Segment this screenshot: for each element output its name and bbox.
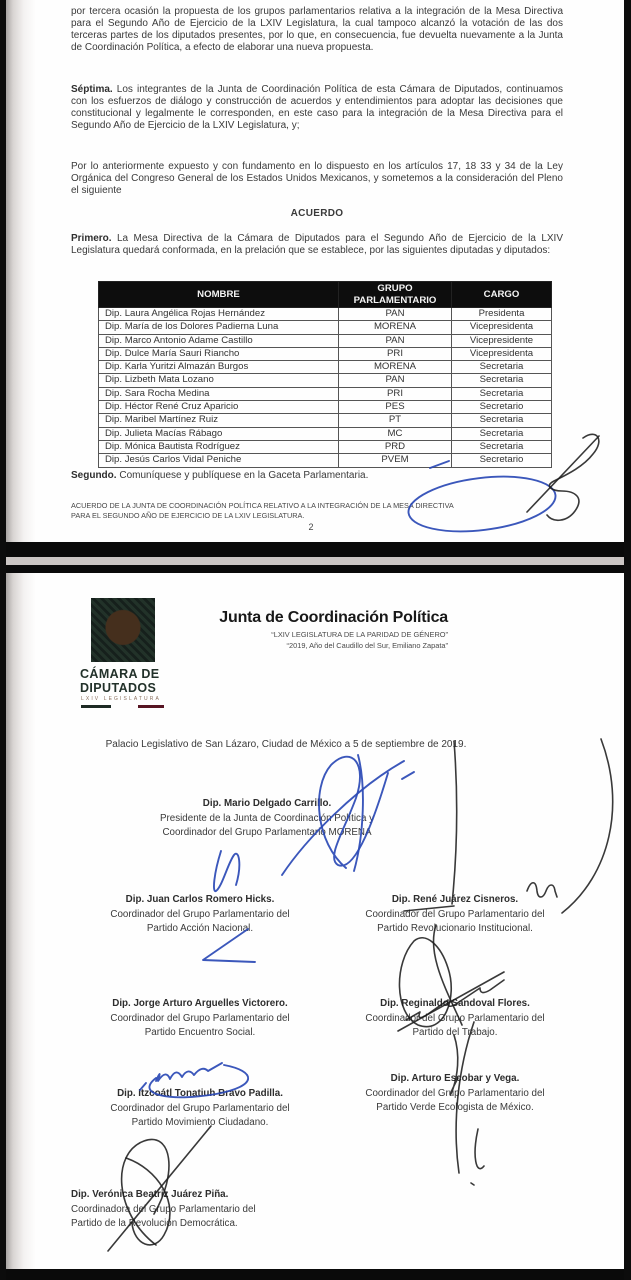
signatory-role: Partido Movimiento Ciudadano. xyxy=(131,1117,269,1129)
left-frame-edge xyxy=(0,0,6,1280)
cell-name: Dip. Lizbeth Mata Lozano xyxy=(99,374,339,387)
signatory-name: Dip. Jorge Arturo Arguelles Victorero. xyxy=(112,998,288,1009)
signatory-name: Dip. Mario Delgado Carrillo. xyxy=(202,798,332,809)
table-row xyxy=(99,427,552,440)
cell-group: PRD xyxy=(339,440,452,453)
cell-role: Presidenta xyxy=(452,308,552,321)
paragraph-septima: Séptima. Los integrantes de la Junta de Coordinación Política de esta Cámara de Diputados, continuamos con los esfuerzos de diálogo y construcción de acuerdos y entendimientos para adoptar las decisiones que constitucional y legalmente le corresponden, en este caso para la integración de la Mesa Directiva para el Segundo Año de Ejercicio de la LXIV Legislatura, y; xyxy=(71,84,563,131)
cell-group: MORENA xyxy=(339,361,452,374)
signatory-role: Partido de la Revolución Democrática. xyxy=(71,1218,238,1230)
letterhead-subtitle-1: “LXIV LEGISLATURA DE LA PARIDAD DE GÉNERO” xyxy=(271,630,448,639)
letterhead-title: Junta de Coordinación Política xyxy=(219,609,448,626)
footer-line-1: ACUERDO DE LA JUNTA DE COORDINACIÓN POLÍTICA RELATIVO A LA INTEGRACIÓN DE LA MESA DIRECTIVA xyxy=(71,501,454,510)
signatory-role: Partido Revolucionario Institucional. xyxy=(377,923,533,935)
table-row xyxy=(99,321,552,334)
cell-role: Secretaria xyxy=(452,427,552,440)
logo-text-legislatura: LXIV LEGISLATURA xyxy=(81,696,161,702)
right-frame-edge xyxy=(624,0,631,1280)
table-row xyxy=(99,308,552,321)
signatory-role: Coordinador del Grupo Parlamentario del xyxy=(110,1012,290,1024)
cell-role: Secretario xyxy=(452,401,552,414)
col-header-nombre: NOMBRE xyxy=(99,282,339,308)
cell-name: Dip. Marco Antonio Adame Castillo xyxy=(99,334,339,347)
cell-name: Dip. Karla Yuritzi Almazán Burgos xyxy=(99,361,339,374)
cell-group: MC xyxy=(339,427,452,440)
col-header-cargo: CARGO xyxy=(452,282,552,308)
paragraph-continuation: por tercera ocasión la propuesta de los grupos parlamentarios relativa a la integración de la Mesa Directiva para el Segundo Año de Ejercicio de la LXIV Legislatura, la cual tampoco alcanzó la votación de las dos terceras partes de los diputados presentes, por lo que, en consecuencia, fue devuelta nuevamente a la Junta de Coordinación Política, a efecto de elaborar una nueva propuesta. xyxy=(71,6,563,53)
signatory-role: Coordinador del Grupo Parlamentario del xyxy=(110,1102,290,1114)
cell-role: Secretaria xyxy=(452,361,552,374)
cell-role: Secretario xyxy=(452,454,552,467)
cell-role: Secretaria xyxy=(452,387,552,400)
escobar-signature-dot xyxy=(471,1183,474,1185)
signatory-role: Partido Acción Nacional. xyxy=(146,923,254,935)
cisneros-signature-ink xyxy=(452,741,457,904)
cell-group: PRI xyxy=(339,347,452,360)
signatory-name: Dip. Reginaldo Sandoval Flores. xyxy=(380,998,530,1009)
paragraph-fundamento: Por lo anteriormente expuesto y con fundamento en lo dispuesto en los artículos 17, 18 33 y 34 de la Ley Orgánica del Congreso General de los Estados Unidos Mexicanos, y sometemos a la consideración del Pleno el siguiente xyxy=(71,161,563,196)
cell-name: Dip. Mónica Bautista Rodríguez xyxy=(99,440,339,453)
signatory-name: Dip. Juan Carlos Romero Hicks. xyxy=(125,894,275,905)
table-header-row xyxy=(99,282,552,308)
cell-name: Dip. Sara Rocha Medina xyxy=(99,387,339,400)
cell-name: Dip. Héctor René Cruz Aparicio xyxy=(99,401,339,414)
acuerdo-heading: ACUERDO xyxy=(290,208,344,219)
table-row xyxy=(99,440,552,453)
signatory-role: Coordinador del Grupo Parlamentario del xyxy=(365,908,545,920)
paragraph-segundo: Segundo. Comuníquese y publíquese en la Gaceta Parlamentaria. xyxy=(71,470,369,481)
cell-role: Secretaria xyxy=(452,414,552,427)
cell-group: PT xyxy=(339,414,452,427)
romero-signature-ink xyxy=(214,851,239,891)
letterhead xyxy=(186,609,448,650)
letterhead-subtitle-2: “2019, Año del Caudillo del Sur, Emiliano Zapata” xyxy=(286,640,448,650)
signatory-name: Dip. Arturo Escobar y Vega. xyxy=(390,1073,520,1084)
signatory-role: Coordinador del Grupo Parlamentario MORENA xyxy=(162,827,372,839)
signatory-role: Partido Encuentro Social. xyxy=(144,1027,256,1039)
escobar-signature-stroke xyxy=(475,1129,484,1169)
signatory-role: Coordinador del Grupo Parlamentario del xyxy=(110,908,290,920)
cell-group: PRI xyxy=(339,387,452,400)
table-row xyxy=(99,414,552,427)
page-divider-bar-bottom xyxy=(0,565,631,573)
bottom-frame-bar xyxy=(0,1269,631,1280)
signatory-name: Dip. Verónica Beatriz Juárez Piña. xyxy=(71,1189,229,1200)
signatory-role: Coordinador del Grupo Parlamentario del xyxy=(365,1012,545,1024)
bravo-signature-script xyxy=(156,1063,222,1081)
table-row xyxy=(99,361,552,374)
signatory-juarez-pina xyxy=(71,1188,341,1232)
cell-group: PVEM xyxy=(339,454,452,467)
table-row xyxy=(99,387,552,400)
footer-line-2: PARA EL SEGUNDO AÑO DE EJERCICIO DE LA LXIV LEGISLATURA. xyxy=(71,510,305,520)
logo-text-diputados: DIPUTADOS xyxy=(80,681,157,695)
cell-group: MORENA xyxy=(339,321,452,334)
cell-role: Secretaria xyxy=(452,374,552,387)
signatory-role: Partido Verde Ecologista de México. xyxy=(376,1102,534,1114)
cell-name: Dip. Jesús Carlos Vidal Peniche xyxy=(99,454,339,467)
cell-role: Vicepresidenta xyxy=(452,321,552,334)
cell-name: Dip. Dulce María Sauri Riancho xyxy=(99,347,339,360)
logo-text-camara: CÁMARA DE xyxy=(80,667,160,681)
signatory-juarez-cisneros xyxy=(305,893,605,937)
dateline: Palacio Legislativo de San Lázaro, Ciudad de México a 5 de septiembre de 2019. xyxy=(105,739,467,750)
footer-caption xyxy=(71,501,551,520)
cell-role: Vicepresidente xyxy=(452,334,552,347)
cell-group: PAN xyxy=(339,374,452,387)
page-number: 2 xyxy=(308,522,314,532)
signatory-role: Presidente de la Junta de Coordinación Política y xyxy=(159,812,375,824)
cell-role: Vicepresidenta xyxy=(452,347,552,360)
cell-group: PAN xyxy=(339,334,452,347)
table-row xyxy=(99,347,552,360)
table-row xyxy=(99,334,552,347)
signatory-name: Dip. Itzcoátl Tonatiuh Bravo Padilla. xyxy=(117,1088,283,1099)
cell-name: Dip. María de los Dolores Padierna Luna xyxy=(99,321,339,334)
signatory-mario-delgado xyxy=(117,797,417,841)
mesa-directiva-table xyxy=(98,281,552,468)
signatory-sandoval-flores xyxy=(305,997,605,1041)
table-row xyxy=(99,374,552,387)
mario-signature-tick xyxy=(402,772,414,779)
logo-green-bar xyxy=(81,705,111,708)
signatory-role: Coordinador del Grupo Parlamentario del xyxy=(365,1087,545,1099)
table-row xyxy=(99,454,552,467)
cell-name: Dip. Julieta Macías Rábago xyxy=(99,427,339,440)
signatory-role: Coordinadora del Grupo Parlamentario del xyxy=(71,1203,256,1215)
logo-red-bar xyxy=(138,705,164,708)
page-1 xyxy=(6,0,624,542)
cell-group: PAN xyxy=(339,308,452,321)
col-header-grupo: GRUPO PARLAMENTARIO xyxy=(339,282,452,308)
cell-group: PES xyxy=(339,401,452,414)
signatory-escobar-vega xyxy=(305,1072,605,1116)
signatory-role: Partido del Trabajo. xyxy=(412,1027,498,1039)
table-row xyxy=(99,401,552,414)
camara-diputados-logo xyxy=(91,598,155,662)
page-divider-bar-top xyxy=(0,542,631,557)
cell-role: Secretaria xyxy=(452,440,552,453)
signatory-name: Dip. René Juárez Cisneros. xyxy=(391,894,519,905)
paragraph-primero: Primero. La Mesa Directiva de la Cámara de Diputados para el Segundo Año de Ejercicio de la LXIV Legislatura quedará conformada, en la prelación que se establece, por las siguientes diputadas y diputados: xyxy=(71,233,563,256)
page-2 xyxy=(6,573,624,1269)
cell-name: Dip. Maribel Martínez Ruiz xyxy=(99,414,339,427)
cisneros-signature-curve xyxy=(562,739,613,913)
cell-name: Dip. Laura Angélica Rojas Hernández xyxy=(99,308,339,321)
